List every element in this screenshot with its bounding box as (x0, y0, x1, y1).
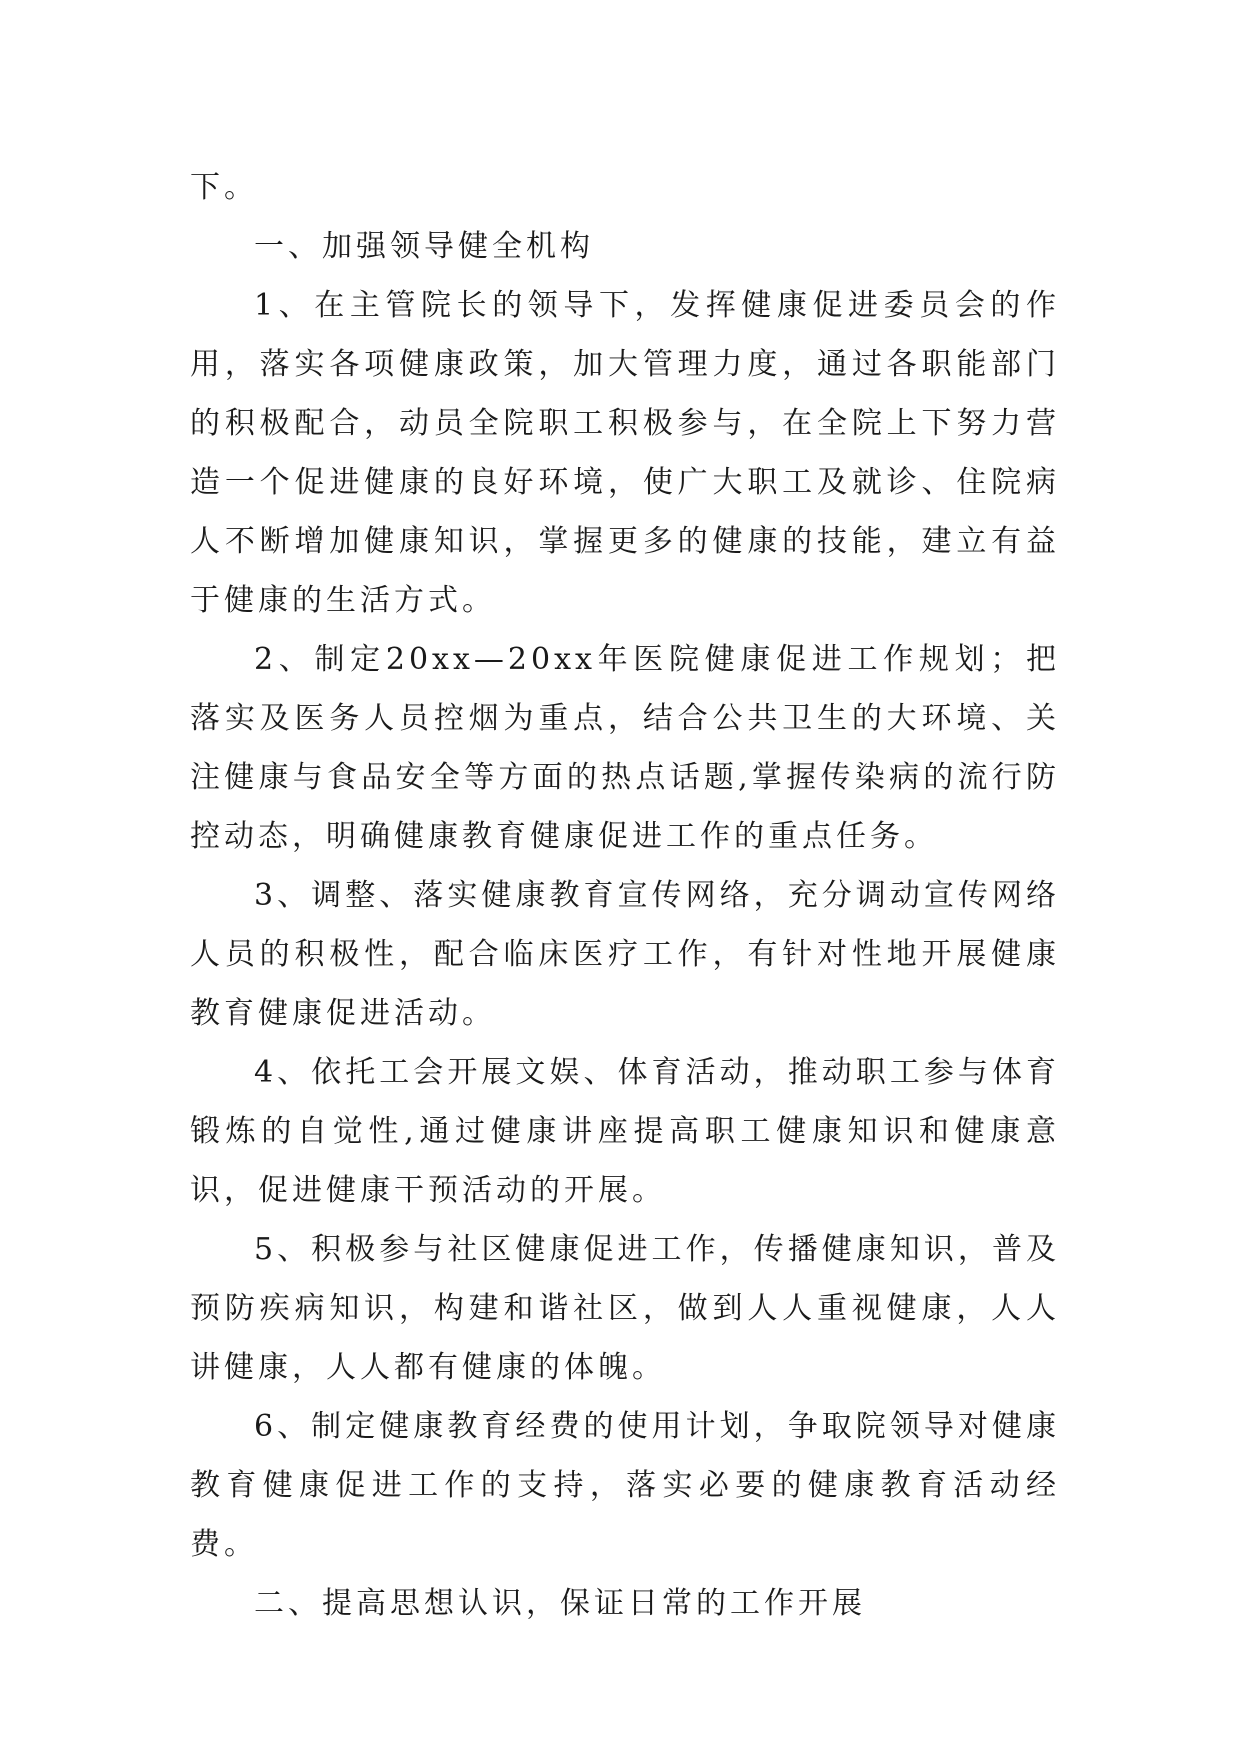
paragraph-continuation: 下。 (190, 170, 258, 205)
paragraph-item-5: 5、积极参与社区健康促进工作，传播健康知识，普及预防疾病知识，构建和谐社区，做到人人重视健康，人人讲健康，人人都有健康的体魄。 (190, 1232, 1060, 1385)
section-heading-1: 一、加强领导健全机构 (254, 229, 594, 264)
paragraph-item-1: 1、在主管院长的领导下，发挥健康促进委员会的作用，落实各项健康政策，加大管理力度，通过各职能部门的积极配合，动员全院职工积极参与，在全院上下努力营造一个促进健康的良好环境，使广大职工及就诊、住院病人不断增加健康知识，掌握更多的健康的技能，建立有益于健康的生活方式。 (190, 288, 1060, 618)
paragraph-item-4: 4、依托工会开展文娱、体育活动，推动职工参与体育锻炼的自觉性,通过健康讲座提高职工健康知识和健康意识，促进健康干预活动的开展。 (190, 1055, 1060, 1208)
paragraph-item-3: 3、调整、落实健康教育宣传网络，充分调动宣传网络人员的积极性，配合临床医疗工作，有针对性地开展健康教育健康促进活动。 (190, 878, 1060, 1031)
document-body (190, 158, 1060, 1633)
section-heading-2: 二、提高思想认识，保证日常的工作开展 (254, 1586, 866, 1621)
paragraph-item-6: 6、制定健康教育经费的使用计划，争取院领导对健康教育健康促进工作的支持，落实必要的健康教育活动经费。 (190, 1409, 1060, 1562)
paragraph-item-2: 2、制定20xx—20xx年医院健康促进工作规划；把落实及医务人员控烟为重点，结合公共卫生的大环境、关注健康与食品安全等方面的热点话题,掌握传染病的流行防控动态，明确健康教育健康促进工作的重点任务。 (190, 642, 1060, 854)
